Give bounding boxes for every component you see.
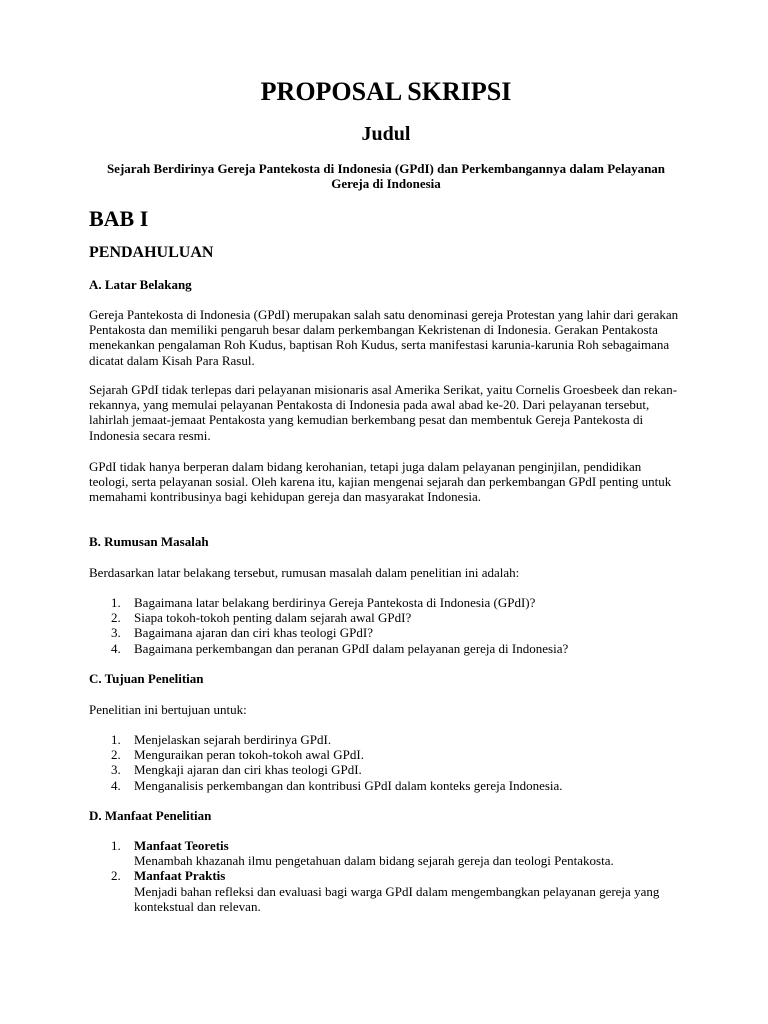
research-benefits-list: [89, 838, 674, 914]
list-number: 1.: [111, 595, 121, 610]
list-item: [89, 641, 568, 656]
list-item: [89, 595, 568, 610]
list-text: Mengkaji ajaran dan ciri khas teologi GPdI.: [134, 762, 362, 778]
chapter-title: PENDAHULUAN: [89, 244, 214, 261]
section-c-intro: Penelitian ini bertujuan untuk:: [89, 702, 247, 717]
list-number: 2.: [111, 747, 121, 763]
list-item: [89, 732, 563, 747]
list-item: [89, 838, 674, 868]
document-title: PROPOSAL SKRIPSI: [260, 77, 512, 106]
list-item: [89, 747, 563, 762]
benefit-description: Menambah khazanah ilmu pengetahuan dalam bidang sejarah gereja dan teologi Pentakosta.: [134, 853, 614, 869]
list-text: Menguraikan peran tokoh-tokoh awal GPdI.: [134, 747, 364, 763]
research-questions-list: [89, 595, 568, 656]
benefit-title: Manfaat Praktis: [134, 868, 226, 884]
document-subtitle: Judul: [361, 123, 411, 145]
list-text: Siapa tokoh-tokoh penting dalam sejarah awal GPdI?: [134, 610, 412, 626]
section-b-intro: Berdasarkan latar belakang tersebut, rumusan masalah dalam penelitian ini adalah:: [89, 565, 520, 580]
section-c-heading: C. Tujuan Penelitian: [89, 671, 204, 686]
section-a-paragraph-2: Sejarah GPdI tidak terlepas dari pelayanan misionaris asal Amerika Serikat, yaitu Cornelis Groesbeek dan rekan-rekannya, yang memulai pelayanan Pentakosta di Indonesia pada awal abad ke-20. Dari pelayanan tersebut, lahirlah jemaat-jemaat Pentakosta yang kemudian berkembang pesat dan membentuk Gereja Pantekosta di Indonesia secara resmi.: [89, 382, 678, 443]
list-number: 3.: [111, 625, 121, 641]
list-item: [89, 762, 563, 777]
section-a-heading: A. Latar Belakang: [89, 277, 192, 292]
list-text: Menjelaskan sejarah berdirinya GPdI.: [134, 732, 332, 747]
list-item: [89, 610, 568, 625]
list-item: [89, 625, 568, 640]
list-number: 1.: [111, 838, 121, 853]
section-b-heading: B. Rumusan Masalah: [89, 534, 209, 549]
list-item: [89, 868, 674, 914]
list-text: Bagaimana perkembangan dan peranan GPdI dalam pelayanan gereja di Indonesia?: [134, 640, 569, 656]
list-text: Bagaimana ajaran dan ciri khas teologi GPdI?: [134, 625, 373, 641]
section-a-paragraph-1: Gereja Pantekosta di Indonesia (GPdI) merupakan salah satu denominasi gereja Protestan yang lahir dari gerakan Pentakosta dan memiliki pengaruh besar dalam perkembangan Kekristenan di Indonesia. Gerakan Pentakosta menekankan pengalaman Roh Kudus, baptisan Roh Kudus, serta manifestasi karunia-karunia Roh sebagaimana dicatat dalam Kisah Para Rasul.: [89, 307, 679, 368]
list-item: [89, 778, 563, 793]
benefit-title: Manfaat Teoretis: [134, 838, 229, 853]
research-goals-list: [89, 732, 563, 793]
list-number: 2.: [111, 868, 121, 884]
section-d-heading: D. Manfaat Penelitian: [89, 808, 212, 823]
list-number: 3.: [111, 762, 121, 778]
list-number: 4.: [111, 777, 121, 793]
list-text: Bagaimana latar belakang berdirinya Gereja Pantekosta di Indonesia (GPdI)?: [134, 595, 536, 610]
benefit-description: Menjadi bahan refleksi dan evaluasi bagi warga GPdI dalam mengembangkan pelayanan gereja yang kontekstual dan relevan.: [134, 883, 660, 914]
list-number: 1.: [111, 732, 121, 747]
chapter-heading: BAB I: [89, 206, 149, 231]
list-text: Menganalisis perkembangan dan kontribusi GPdI dalam konteks gereja Indonesia.: [134, 777, 563, 793]
list-number: 2.: [111, 610, 121, 626]
thesis-title: Sejarah Berdirinya Gereja Pantekosta di Indonesia (GPdI) dan Perkembangannya dalam Pelayanan Gereja di Indonesia: [106, 161, 666, 191]
section-a-paragraph-3: GPdI tidak hanya berperan dalam bidang kerohanian, tetapi juga dalam pelayanan penginjilan, pendidikan teologi, serta pelayanan sosial. Oleh karena itu, kajian mengenai sejarah dan perkembangan GPdI penting untuk memahami kontribusinya bagi kehidupan gereja dan masyarakat Indonesia.: [89, 459, 672, 505]
list-number: 4.: [111, 640, 121, 656]
